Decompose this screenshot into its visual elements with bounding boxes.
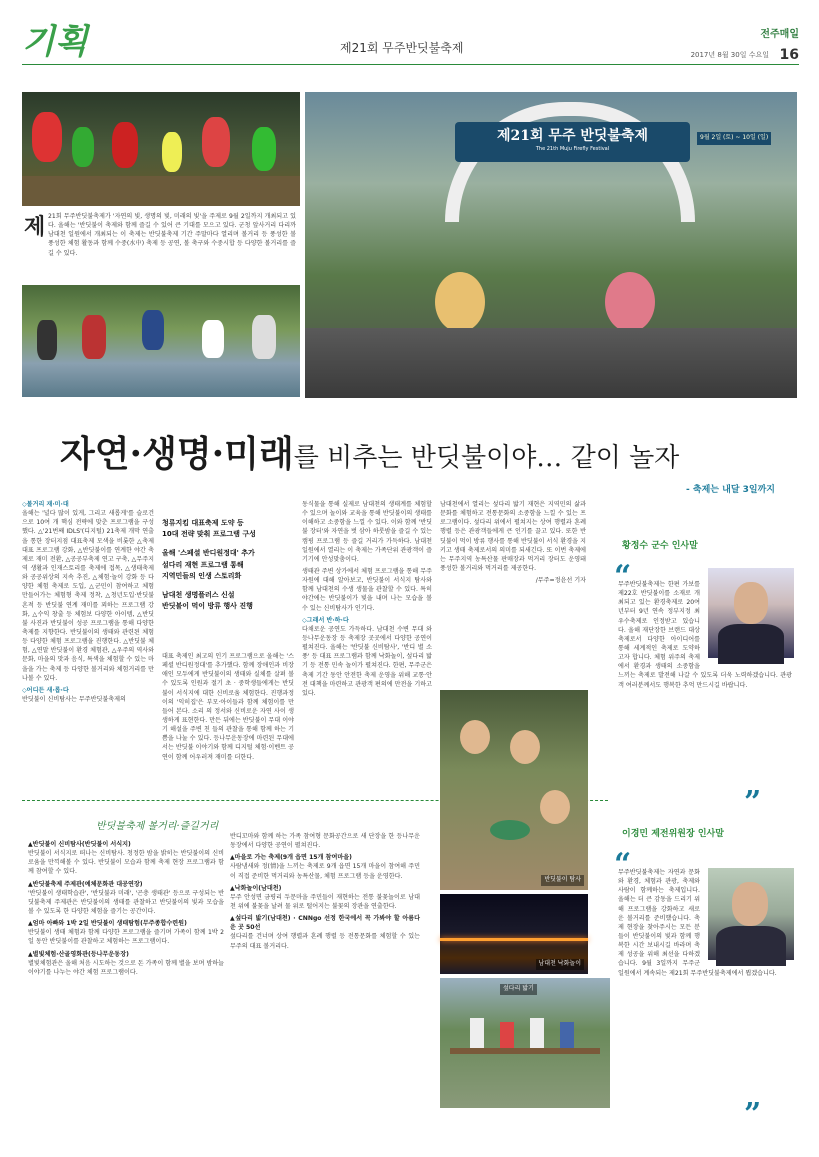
open-quote-icon-2: “ bbox=[614, 847, 632, 882]
headline-subline: - 축제는 내달 3일까지 bbox=[686, 485, 775, 495]
gate-banner: 제21회 무주 반딧불축제 The 21th Muju Firefly Festival bbox=[455, 122, 690, 162]
greeting-2-title: 이경민 제전위원장 인사말 bbox=[622, 829, 724, 839]
headline-strong: 자연·생명·미래 bbox=[60, 433, 294, 475]
article-col-3: 동식물을 통해 실제로 남대천의 생태계를 체험할 수 있으며 놀이와 교육을 통해 반딧불이의 생태를 이해하고 소중함을 느낄 수 있다. 이와 함께 '반딧불 장터'와 자연을 벗 삼아 하룻밤을 즐길 수 있는 캠핑 프로그램 등 즐길 거리가 가득하다. 남대천 일원에서 열리는 이 축제는 가족단위 관광객이 즐기기에 안성맞춤이다. 생태관 주변 상가에서 체험 프로그램을 통해 무주 자원에 대해 알아보고, 반딧불이 서식지 탐사와 함께 남대천의 수생 생물을 관찰할 수 있다. 특히 야간에는 반딧불이가 빛을 내며 나는 모습을 볼 수 있는 신비탐사가 인기다. ◇그래서 반·하·다 다채로운 공연도 가득하다. 남대천 수변 무대 와 등나무운동장 등 축제장 곳곳에서 다양한 공연이 펼쳐진다. 올해는 '반딧불 신비탐사', '반디 별 소풍' 등 대표 프로그램과 함께 낙화놀이, 섶다리 밟기 등 전통 민속 놀이가 펼쳐진다. 한편, 무주군은 축제 기간 동안 안전한 축제 운영을 위해 교통·안전 대책을 마련하고 관광객 편의에 만전을 기하고 있다. bbox=[302, 501, 432, 697]
greeting-1-title: 황정수 군수 인사말 bbox=[622, 541, 698, 551]
highlights-box: 청류지킴 대표축제 도약 등 10대 전략 맞춰 프로그램 구성 올해 '스페셜 반디원정대' 추가 설다리 재현 프로그램 통해 지역민들의 인생 스토리화 남대천 생명플러스 신설 반딧불이 먹이 방류 행사 진행 bbox=[162, 519, 256, 611]
photo-firefly-tour bbox=[440, 690, 588, 890]
open-quote-icon: “ bbox=[614, 559, 632, 594]
photo-festival-gate bbox=[305, 92, 797, 398]
header-rule bbox=[22, 64, 799, 65]
caption-bridge-crossing: 섶다리 밟기 bbox=[500, 984, 537, 995]
intro-text: 21회 무주반딧불축제가 '자연의 빛, 생명의 빛, 미래의 빛'을 주제로 9월 2일까지 개최되고 있다. 올해는 '반딧불이 축제와 함께 즐길 수 있어 큰 기대를 모으고 있다. 군청 앞사거리 다리까 남대천 일원에서 개최되는 이 축제는 반딧불축제 기간 주말마다 열리며 볼거리 등 풍성한 볼 풍성한 체험 활동과 함께 수중(水中) 축제 등 공연, 볼 축구와 수중시합 등 다양한 볼거리를 즐길 수 있다. bbox=[48, 213, 296, 257]
headline bbox=[60, 428, 780, 480]
photo-costume-parade bbox=[22, 92, 300, 206]
photo-fire-show bbox=[440, 894, 588, 974]
article-col-2: 대표 축제인 최고의 인기 프로그램으로 올해는 '스페셜 반디원정대'를 추가했다. 함께 장애인과 비장애인 모두에게 반딧불이의 생태와 실체를 살펴 볼 수 있도록 인원과 절기 초 · 중학생들에게는 반딧불이 서식지에 대한 신비로움 체험한다. 진행과정이의 '익히집'은 부모·아이들과 함께 체험이를 만들어 본다. 소리 의 정서와 신비로운 자연 사이 생생하게 표현한다. 만든 뒤에는 반딧불이 무대 이야기 해설을 주변 친 들의 관찰을 통해 함께 하는 기쁨을 나눌 수 있다. 등나무운동장에 마련된 무대에서는 반딧불 이야기와 함께 디지털 체험·이벤트 공연이 함께 어우러져 재미를 더한다. bbox=[162, 653, 294, 761]
greeting-2-body: 무주반딧불축제는 자연과 문화와 환경, 체험과 관광, 축제와 사람이 함께하는 축제입니다. 올해는 더 큰 감동을 드리기 위해 프로그램을 강화하고 새로운 볼거리를 준비했습니다. 축제 현장을 찾아주시는 모든 분들이 반딧불이의 빛과 함께 행복한 시간 보내시길 바라며 축제 성공을 위해 최선을 다하겠습니다. 9월 3일까지 무주군 일원에서 계속되는 제21회 무주반딧불축제에서 뵙겠습니다. bbox=[618, 869, 777, 977]
greeting-1-body: 무주반딧불축제는 한편 가보를 제22호 반딧불이를 소재로 개최되고 있는 환경축제로 20여 년부터 9년 연속 정부지정 최우수축제로 인정받고 있습니다. 올해 재단장한 브랜드 대상 축제로서 다양한 아이디어를 통해 세계적인 축제로 도약하고자 합니다. 체험 위주의 축제에서 환경과 생태의 소중함을 느끼는 축제로 발전해 나갈 수 있도록 더욱 노력하겠습니다. 관광객 여러분께서도 행복한 추억 만드시길 바랍니다. bbox=[618, 581, 792, 689]
events-right-col: 반디꼬마와 함께 하는 가족 참여형 문화공간으로 새 단장을 한 등나무운동장에서 다양한 공연이 펼쳐진다. ▲마을로 가는 축제(9개 읍면 15개 참여마을) 사람냄새와 정(情)을 느끼는 축제로 9개 읍면 15개 마을이 참여해 주민이 직접 준비한 먹거리와 농특산물, 체험 프로그램 등을 운영한다. ▲낙화놀이(남대천) 무주 안성면 금평리 두문마을 주민들이 재현하는 전통 불꽃놀이로 남대천 위에 불꽃을 날려 물 위로 떨어지는 불꽃의 장관을 연출한다. ▲섶다리 밟기(남대천) · CNNgo 선정 한국에서 꼭 가봐야 할 아름다운 곳 50선 섶다리를 건너며 상여 행렬과 혼례 행렬 등 전통문화를 체험할 수 있는 무주의 대표 볼거리다. bbox=[230, 833, 420, 950]
close-quote-icon: ” bbox=[744, 785, 762, 820]
close-quote-icon-2: ” bbox=[744, 1097, 762, 1132]
photo-children-stream bbox=[22, 285, 300, 397]
issue-date: 2017년 8월 30일 수요일 bbox=[690, 51, 769, 59]
section-logo: 기획 bbox=[22, 22, 88, 62]
intro-drop-cap: 제 bbox=[24, 215, 46, 240]
events-box-title: 반딧불축제 볼거리·즐길거리 bbox=[92, 820, 222, 835]
headline-rest: 를 비추는 반딧불이야… 같이 놀자 bbox=[293, 443, 680, 473]
gate-dates: 9월 2일 (토) ~ 10일 (일) bbox=[697, 132, 771, 145]
article-col-4: 남대천에서 열리는 섶다리 밟기 재현은 지역민의 삶과 문화를 체험하고 전통문화의 소중함을 느낄 수 있는 프로그램이다. 섶다리 위에서 펼쳐지는 상여 행렬과 혼례 행렬 등은 관광객들에게 큰 인기를 끌고 있다. 또한 반딧불이 먹이 방류 행사를 통해 반딧불이 서식 환경을 지키고 생태 축제로서의 의미를 되새긴다. 또 이번 축제에는 무주지역 농특산물 판매장과 먹거리 장터도 운영돼 풍성한 볼거리와 먹거리를 제공한다. /무주=정윤선 기자 bbox=[440, 501, 586, 585]
issue-title: 제21회 무주반딧불축제 bbox=[340, 41, 464, 55]
photo-bridge-crossing bbox=[440, 978, 610, 1108]
caption-fire-show: 남대천 낙화놀이 bbox=[536, 959, 584, 970]
page-number: 16 bbox=[779, 47, 799, 63]
article-col-1: ◇볼거리 재·미·대 올해는 '널다 많이 있게, 그리고 새롭게'를 슬로건으로 10여 개 핵심 전략에 맞춘 프로그램을 구성했다. △'21번째 IDLS'(디지털) 21축제 개막 연출을 통한 장터지점 대표축제 모색을 비롯한 △축제 대표 프로그램 강화, △반딧불이를 연계한 야간 축제로 재미 전환, △공공부축제 연고 구축, △무주지역 생활과 인재스토리를 축제에 접목, △생태축제와 공공위상의 지속 추진, △체험·놀이 강화 등 다양한 체험 축제로 도입, △군민이 참여하고 체험 만들어가는 체험형 축제 정착, △청년도입·반딧불흔적 등 반딧불 연계 재미를 꾀하는 프로그램 강화, △수익 창출 등 체험보 다양한 아이템, △반딧불 사진과 반딧불이 성공 프로그램을 통해 다양한 축제를 지향한다. 반딧불이의 생태와 관련된 체험 등 다양한 체험 프로그램을 진행한다. △반딧불 체험, △연말 반딧불이 환경 체험관, △우주의 역사와 문화, 마을의 맛과 음식, 특색을 체험할 수 있는 마을을 가는 축제 등 다양한 볼거리와 체험거리를 만나볼 수 있다. ◇어디든 새·롭·다 반딧불이 신비탐사는 무주반딧불축제의 bbox=[22, 501, 154, 703]
paper-name: 전주매일 bbox=[760, 29, 799, 40]
events-left-col: ▲반딧불이 신비탐사(반딧불이 서식지) 반딧불이 서식지로 떠나는 신비탐사. 청정한 밤을 밝히는 반딧불이의 신비로움을 만끽해볼 수 있다. 반딧불이 모습과 함께 축제 현장 프로그램과 함께 참여할 수 있다. ▲반딧불축제 주제관(예체문화관 대공연장) '반딧불이 생태학습관', '반딧불과 미래', '곤충 생태관' 등으로 구성되는 반딧불축제 주제관은 반딧불이의 생태를 관찰하고 반딧불이의 빛과 모습을 볼 수 있도록 한 다양한 체험을 즐기는 공간이다. ▲엄마 아빠와 1박 2일 반딧불이 생태탐험(무주종합수련원) 반딧불이 생태 체험과 함께 다양한 프로그램을 즐기며 가족이 함께 1박 2일 동안 반딧불이를 관찰하고 체험하는 프로그램이다. ▲별빛체험·산골영화관(등나무운동장) 별빛체험관은 올해 처음 시도하는 것으로 돈 가족이 함께 별을 보며 밤하늘 이야기를 나누는 야간 체험 프로그램이다. bbox=[28, 841, 224, 976]
caption-firefly-tour: 반딧불이 탐사 bbox=[541, 875, 584, 886]
